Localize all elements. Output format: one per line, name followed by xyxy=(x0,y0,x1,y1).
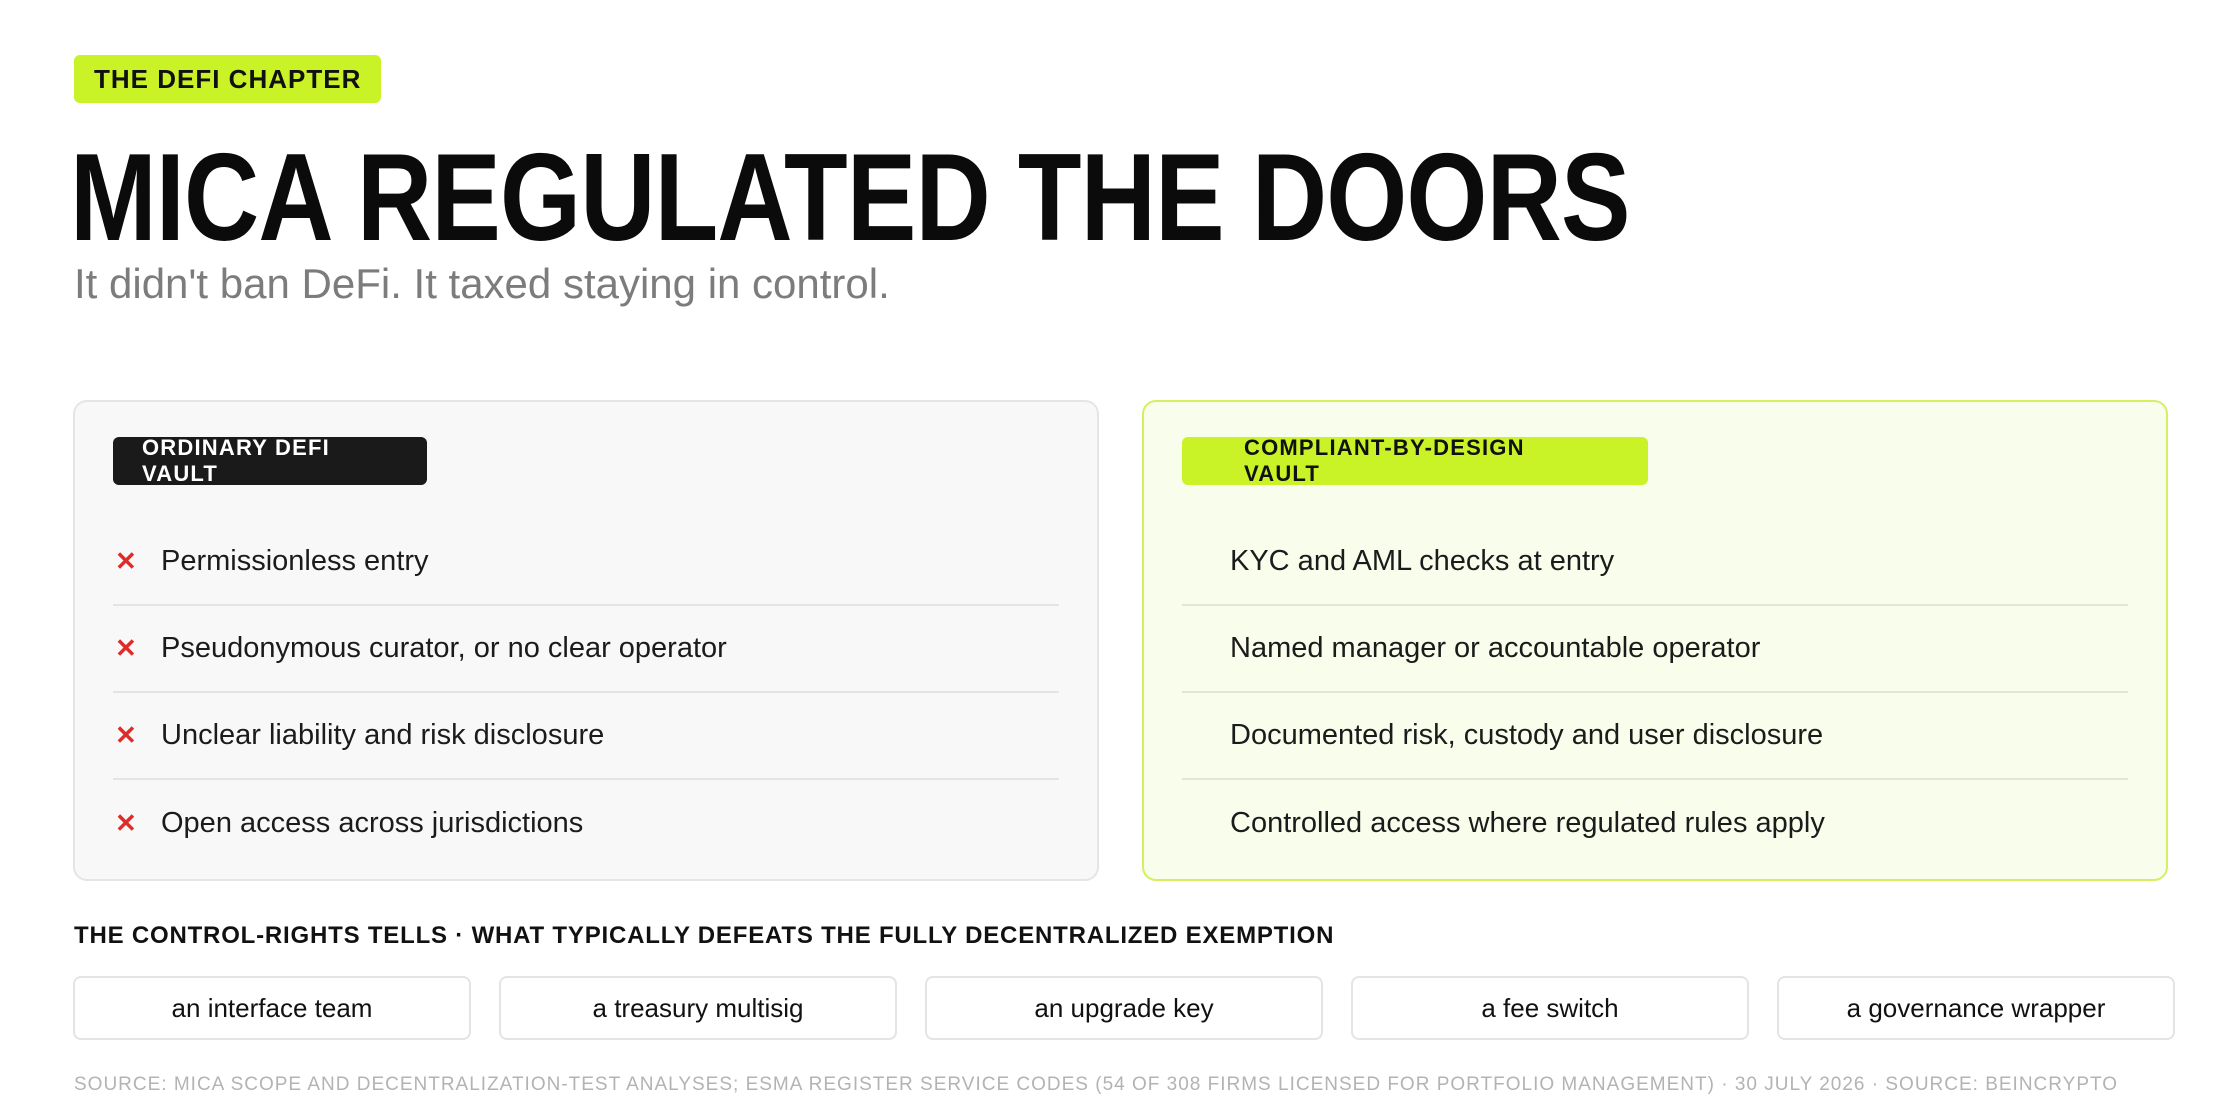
tell-pill: an interface team xyxy=(73,976,471,1040)
chapter-tag: THE DEFI CHAPTER xyxy=(74,55,381,103)
tell-pill: a governance wrapper xyxy=(1777,976,2175,1040)
ordinary-vault-tag: ORDINARY DEFI VAULT xyxy=(113,437,427,485)
list-item-text: KYC and AML checks at entry xyxy=(1230,545,1615,577)
compliant-vault-card xyxy=(1142,400,2168,881)
x-icon: ✕ xyxy=(115,808,137,838)
page-title: MICA REGULATED THE DOORS xyxy=(70,129,1630,267)
list-item xyxy=(1182,606,2128,693)
list-item-text: Documented risk, custody and user disclosure xyxy=(1230,719,1824,751)
list-item-text: Unclear liability and risk disclosure xyxy=(161,719,605,751)
tells-heading: THE CONTROL-RIGHTS TELLS · WHAT TYPICALLY DEFEATS THE FULLY DECENTRALIZED EXEMPTION xyxy=(74,922,1335,949)
tells-pills xyxy=(73,976,2175,1040)
list-item-text: Controlled access where regulated rules apply xyxy=(1230,807,1825,839)
tell-pill: an upgrade key xyxy=(925,976,1323,1040)
source-note: SOURCE: MICA SCOPE AND DECENTRALIZATION-TEST ANALYSES; ESMA REGISTER SERVICE CODES (54 OF 308 FIRMS LICENSED FOR PORTFOLIO MANAGEMENT) · 30 JULY 2026 · SOURCE: BEINCRYPTO xyxy=(74,1074,2119,1095)
list-item xyxy=(1182,693,2128,780)
list-item-text: Pseudonymous curator, or no clear operator xyxy=(161,632,727,664)
ordinary-vault-list xyxy=(113,519,1059,867)
compliant-vault-tag: COMPLIANT-BY-DESIGN VAULT xyxy=(1182,437,1648,485)
page-subtitle: It didn't ban DeFi. It taxed staying in control. xyxy=(74,260,890,307)
x-icon: ✕ xyxy=(115,546,137,576)
tell-pill: a fee switch xyxy=(1351,976,1749,1040)
compliant-vault-list xyxy=(1182,519,2128,867)
list-item xyxy=(113,780,1059,867)
list-item xyxy=(113,519,1059,606)
list-item-text: Open access across jurisdictions xyxy=(161,807,584,839)
list-item-text: Named manager or accountable operator xyxy=(1230,632,1761,664)
ordinary-vault-card xyxy=(73,400,1099,881)
list-item xyxy=(113,606,1059,693)
x-icon: ✕ xyxy=(115,633,137,663)
list-item xyxy=(1182,780,2128,867)
list-item xyxy=(1182,519,2128,606)
list-item xyxy=(113,693,1059,780)
list-item-text: Permissionless entry xyxy=(161,545,429,577)
tell-pill: a treasury multisig xyxy=(499,976,897,1040)
x-icon: ✕ xyxy=(115,720,137,750)
